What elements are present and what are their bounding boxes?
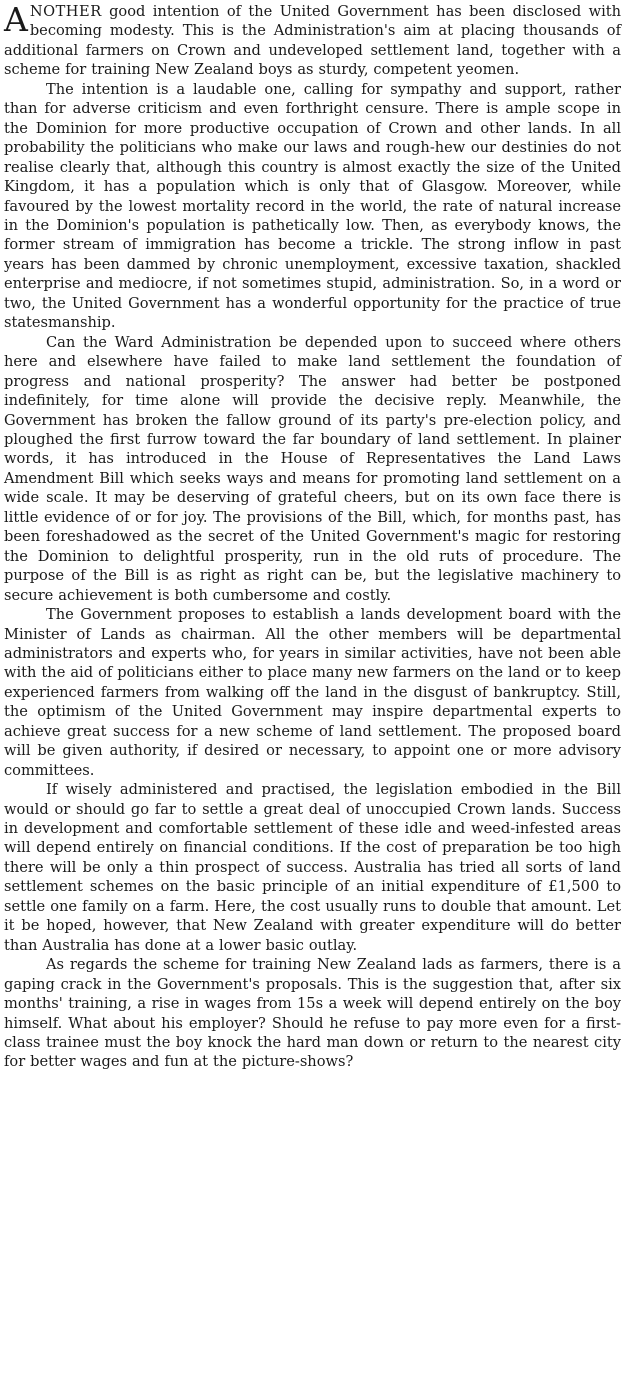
editorial-article bbox=[4, 2, 621, 1072]
article-paragraph-3: Can the Ward Administration be depended upon to succeed where others here and elsewhere have failed to make land settlement the foundation of progress and national prosperity? The answer had better be postponed indefinitely, for time alone will provide the decisive reply. Meanwhile, the Government has broken the fallow ground of its party's pre-election policy, and ploughed the first furrow toward the far boundary of land settlement. In plainer words, it has introduced in the House of Representatives the Land Laws Amendment Bill which seeks ways and means for promoting land settlement on a wide scale. It may be deserving of grateful cheers, but on its own face there is little evidence of or for joy. The provisions of the Bill, which, for months past, has been foreshadowed as the secret of the United Government's magic for restoring the Dominion to delightful prosperity, run in the old ruts of procedure. The purpose of the Bill is as right as right can be, but the legislative machinery to secure achievement is both cumbersome and costly. bbox=[4, 333, 621, 604]
article-paragraph-2: The intention is a laudable one, calling for sympathy and support, rather than for adverse criticism and even forthright censure. There is ample scope in the Dominion for more productive occupation of Crown and other lands. In all probability the politicians who make our laws and rough-hew our destinies do not realise clearly that, although this country is almost exactly the size of the United Kingdom, it has a population which is only that of Glasgow. Moreover, while favoured by the lowest mortality record in the world, the rate of natural increase in the Dominion's population is pathetically low. Then, as everybody knows, the former stream of immigration has become a trickle. The strong inflow in past years has been dammed by chronic unemployment, excessive taxation, shackled enterprise and mediocre, if not sometimes stupid, administration. So, in a word or two, the United Government has a wonderful opportunity for the practice of true statesmanship. bbox=[4, 80, 621, 332]
lead-word: NOTHER bbox=[29, 3, 102, 20]
article-paragraph-5: If wisely administered and practised, the legislation embodied in the Bill would or should go far to settle a great deal of unoccupied Crown lands. Success in development and comfortable settlement of these idle and weed-infested areas will depend entirely on financial conditions. If the cost of preparation be too high there will be only a thin prospect of success. Australia has tried all sorts of land settlement schemes on the basic principle of an initial expenditure of £1,500 to settle one family on a farm. Here, the cost usually runs to double that amount. Let it be hoped, however, that New Zealand with greater expenditure will do better than Australia has done at a lower basic outlay. bbox=[4, 781, 621, 954]
article-paragraph-1 bbox=[4, 2, 621, 80]
paragraph-1-text: good intention of the United Government has been disclosed with becoming modesty. This is the Administration's aim at placing thousands of additional farmers on Crown and undeveloped settlement land, together with a scheme for training New Zealand boys as sturdy, competent yeomen. bbox=[4, 3, 621, 79]
article-paragraph-4: The Government proposes to establish a lands development board with the Minister of Lands as chairman. All the other members will be departmental administrators and experts who, for years in similar activities, have not been able with the aid of politicians either to place many new farmers on the land or to keep experienced farmers from walking off the land in the disgust of bankruptcy. Still, the optimism of the United Government may inspire departmental experts to achieve great success for a new scheme of land settlement. The proposed board will be given authority, if desired or necessary, to appoint one or more advisory committees. bbox=[4, 606, 621, 779]
article-paragraph-6: As regards the scheme for training New Zealand lads as farmers, there is a gaping crack in the Government's proposals. This is the suggestion that, after six months' training, a rise in wages from 15s a week will depend entirely on the boy himself. What about his employer? Should he refuse to pay more even for a first-class trainee must the boy knock the hard man down or return to the nearest city for better wages and fun at the picture-shows? bbox=[4, 956, 621, 1071]
drop-cap: A bbox=[4, 0, 28, 39]
